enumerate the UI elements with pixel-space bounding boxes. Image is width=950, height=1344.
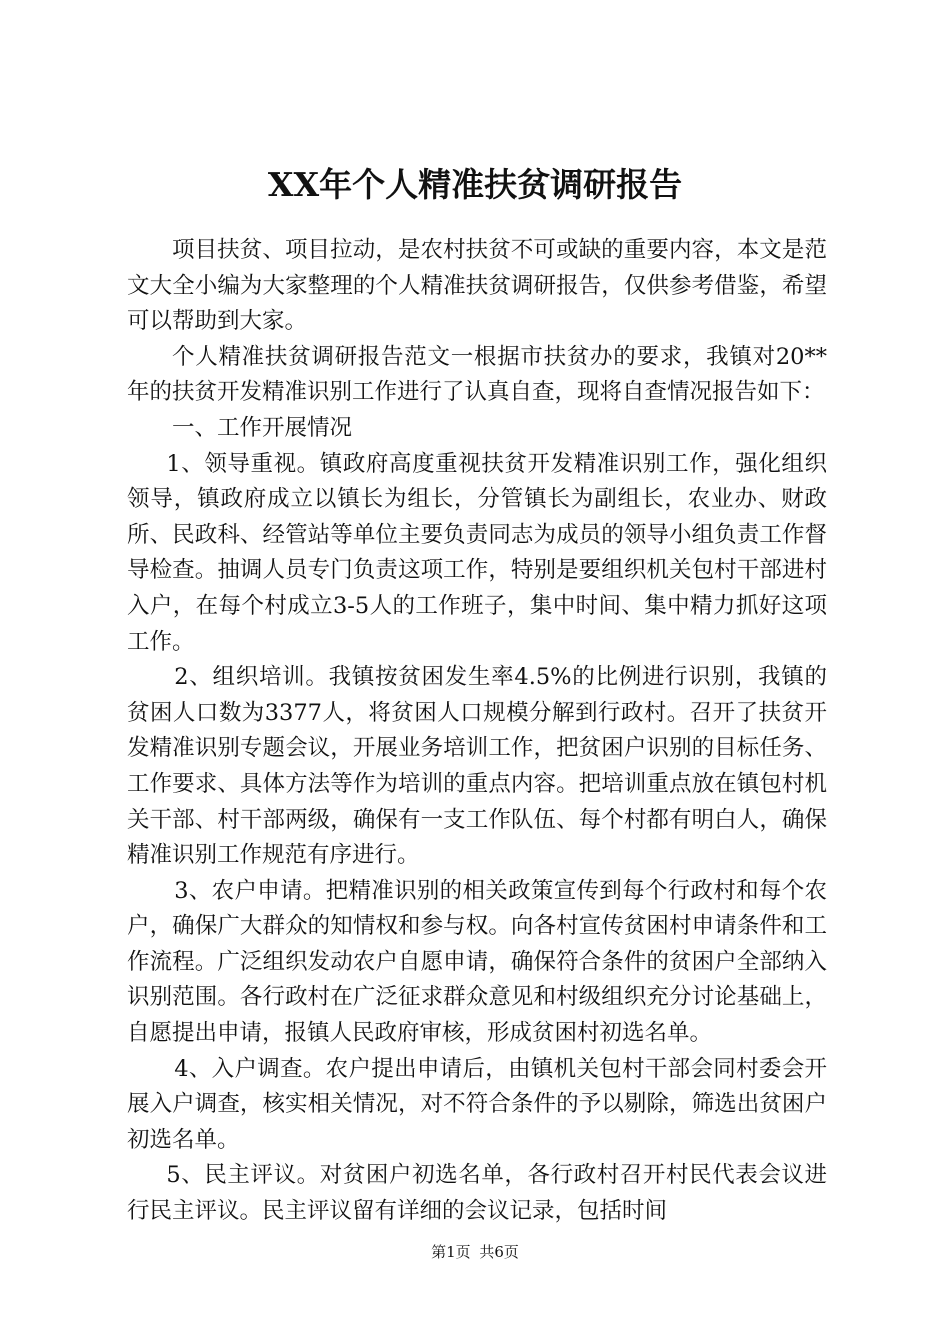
report-opening-paragraph: 个人精准扶贫调研报告范文一根据市扶贫办的要求，我镇对20**年的扶贫开发精准识别工作进行了认真自查，现将自查情况报告如下： (127, 343, 827, 406)
document-body (127, 233, 827, 1230)
item-leadership-paragraph: 1、领导重视。镇政府高度重视扶贫开发精准识别工作，强化组织领导，镇政府成立以镇长为组长，分管镇长为副组长，农业办、财政所、民政科、经管站等单位主要负责同志为成员的领导小组负责工作督导检查。抽调人员专门负责这项工作，特别是要组织机关包村干部进村入户，在每个村成立3-5人的工作班子，集中时间、集中精力抓好这项工作。 (127, 450, 827, 655)
intro-paragraph: 项目扶贫、项目拉动，是农村扶贫不可或缺的重要内容，本文是范文大全小编为大家整理的个人精准扶贫调研报告，仅供参考借鉴，希望可以帮助到大家。 (127, 237, 827, 335)
item-application-paragraph: 3、农户申请。把精准识别的相关政策宣传到每个行政村和每个农户，确保广大群众的知情权和参与权。向各村宣传贫困村申请条件和工作流程。广泛组织发动农户自愿申请，确保符合条件的贫困户全部纳入识别范围。各行政村在广泛征求群众意见和村级组织充分讨论基础上，自愿提出申请，报镇人民政府审核，形成贫困村初选名单。 (127, 877, 827, 1047)
item-evaluation-paragraph: 5、民主评议。对贫困户初选名单，各行政村召开村民代表会议进行民主评议。民主评议留有详细的会议记录，包括时间 (127, 1162, 827, 1225)
section-heading: 一、工作开展情况 (172, 414, 353, 441)
document-title: XX年个人精准扶贫调研报告 (267, 165, 683, 204)
page-total: 共6页 (479, 1243, 519, 1261)
page-number: 第1页 (431, 1243, 471, 1261)
page-footer (0, 1242, 950, 1262)
item-training-paragraph: 2、组织培训。我镇按贫困发生率4.5%的比例进行识别，我镇的贫困人口数为3377人，将贫困人口规模分解到行政村。召开了扶贫开发精准识别专题会议，开展业务培训工作，把贫困户识别的目标任务、工作要求、具体方法等作为培训的重点内容。把培训重点放在镇包村机关干部、村干部两级，确保有一支工作队伍、每个村都有明白人，确保精准识别工作规范有序进行。 (127, 664, 827, 869)
item-survey-paragraph: 4、入户调查。农户提出申请后，由镇机关包村干部会同村委会开展入户调查，核实相关情况，对不符合条件的予以剔除，筛选出贫困户初选名单。 (127, 1055, 827, 1153)
